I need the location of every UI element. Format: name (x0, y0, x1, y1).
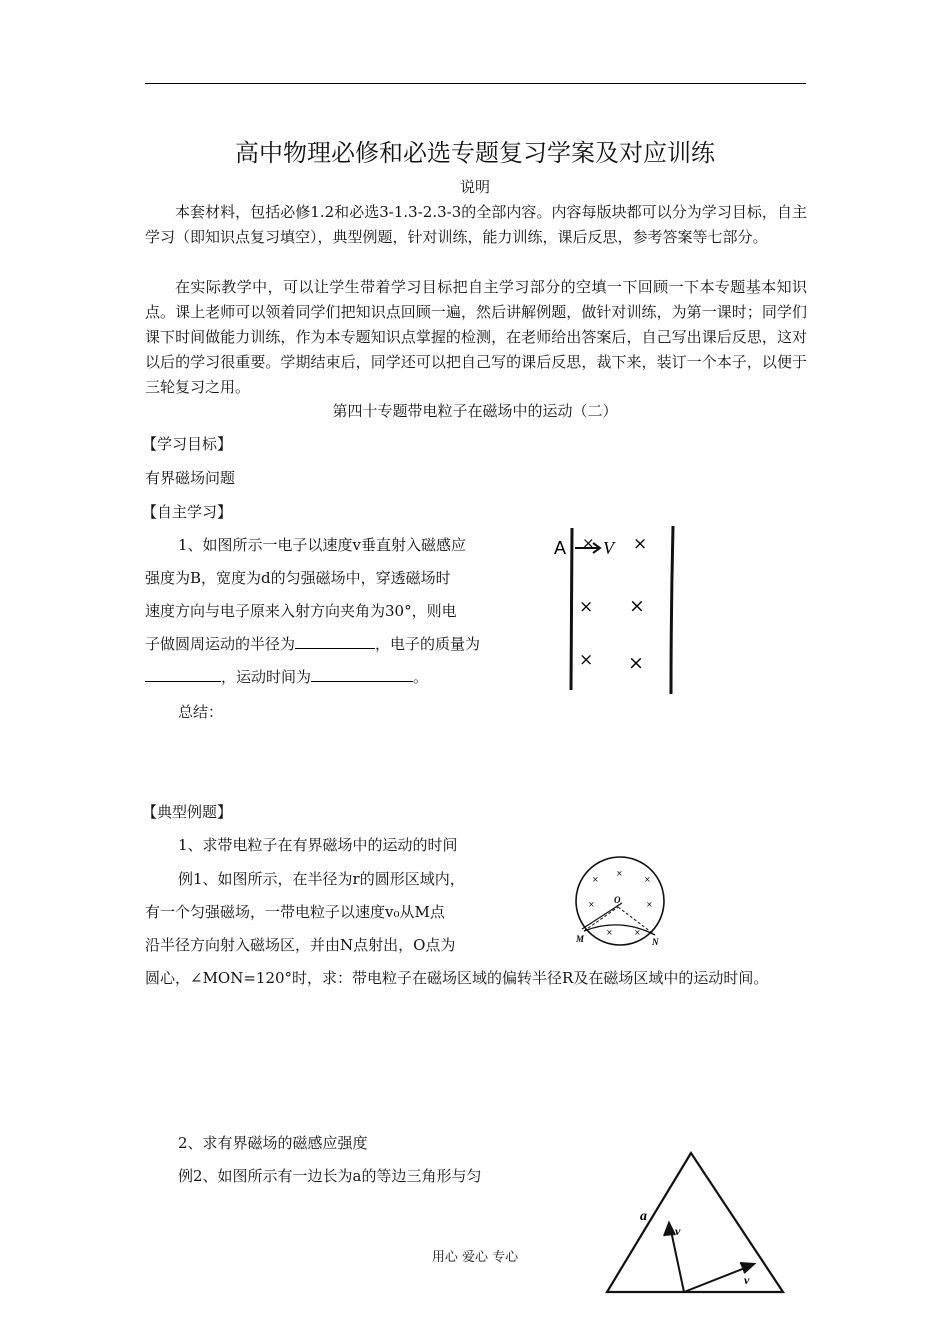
center-o-label: O (614, 895, 621, 905)
intro-paragraph-2: 在实际教学中，可以让学生带着学习目标把自主学习部分的空填一下回顾一下本专题基本知识点。课上老师可以领着同学们把知识点回顾一遍，然后讲解例题，做针对训练，为第一课时；同学们课下时间做能力训练，作为本专题知识点掌握的检测，在老师给出答案后，自己写出课后反思，这对以后的学习很重要。学期结束后，同学还可以把自己写的课后反思，裁下来，装订一个本子，以便于三轮复习之用。 (145, 278, 807, 396)
page-footer: 用心 爱心 专心 (431, 1250, 519, 1265)
page-title: 高中物理必修和必选专题复习学案及对应训练 (235, 139, 715, 167)
side-a-label: a (640, 1209, 647, 1224)
goal-text: 有界磁场问题 (145, 469, 236, 487)
intro-paragraph-1: 本套材料，包括必修1.2和必选3-1.3-2.3-3的全部内容。内容每版块都可以分为学习目标，自主学习（即知识点复习填空），典型例题，针对训练，能力训练，课后反思，参考答案等七部分。 (145, 203, 807, 246)
time-answer-blank[interactable] (311, 667, 413, 682)
equilateral-triangle (607, 1153, 783, 1292)
self-study-heading: 【自主学习】 (142, 503, 233, 521)
field-cross: × (616, 869, 623, 878)
radius-om (584, 907, 618, 931)
example1-line-2: 有一个匀强磁场，一带电粒子以速度v₀从M点 (145, 903, 445, 921)
field-cross: × (646, 900, 653, 909)
field-cross: × (606, 928, 613, 937)
example2-heading: 2、求有界磁场的磁感应强度 (178, 1134, 368, 1152)
examples-heading: 【典型例题】 (142, 803, 233, 821)
figure-magnetic-strip (545, 520, 685, 700)
field-cross: × (644, 875, 651, 884)
velocity-label-1: v (675, 1224, 681, 1238)
point-a-label: A (554, 538, 567, 558)
header-rule (145, 83, 806, 84)
q1-line-4-end: ，电子的质量为 (375, 635, 481, 653)
field-cross: × (588, 900, 595, 909)
field-cross: × (579, 650, 594, 670)
figure-circular-field (570, 855, 680, 955)
q1-line-1: 1、如图所示一电子以速度v垂直射入磁感应 (178, 536, 467, 554)
velocity-label: V (603, 538, 614, 558)
field-cross: × (582, 534, 595, 552)
radius-answer-blank[interactable] (295, 634, 375, 649)
q1-line-5-end: 。 (413, 668, 429, 686)
q1-line-3: 速度方向与电子原来入射方向夹角为30°，则电 (145, 602, 457, 620)
q1-line-4 (145, 628, 480, 661)
summary-label: 总结： (178, 703, 224, 721)
q1-line-5 (145, 661, 428, 694)
field-cross: × (634, 928, 641, 937)
velocity-vector-2 (684, 1266, 750, 1292)
field-cross: × (629, 595, 645, 617)
field-cross: × (579, 597, 594, 617)
mass-answer-blank[interactable] (145, 667, 221, 682)
q1-line-5-mid: ，运动时间为 (221, 668, 312, 686)
field-cross: × (592, 875, 599, 884)
example1-line-4: 圆心，∠MON=120°时，求：带电粒子在磁场区域的偏转半径R及在磁场区域中的运动时间。 (145, 969, 769, 987)
q1-line-4-start: 子做圆周运动的半径为 (145, 635, 296, 653)
example1-line-1: 例1、如图所示，在半径为r的圆形区域内， (178, 870, 465, 888)
q1-line-2: 强度为B，宽度为d的匀强磁场中，穿透磁场时 (145, 569, 451, 587)
arrow-head-1 (664, 1223, 675, 1236)
field-cross: × (628, 652, 644, 674)
strip-left-boundary (571, 528, 572, 690)
point-n-label: N (652, 937, 659, 947)
goal-heading: 【学习目标】 (142, 435, 233, 453)
point-m-label: M (576, 934, 585, 944)
field-cross: × (633, 534, 648, 554)
subtitle: 说明 (459, 178, 490, 196)
topic-title: 第四十专题带电粒子在磁场中的运动（二） (332, 402, 618, 420)
strip-right-boundary (671, 526, 673, 694)
example1-line-3: 沿半径方向射入磁场区，并由N点射出，O点为 (145, 936, 456, 954)
example2-line-1: 例2、如图所示有一边长为a的等边三角形与匀 (178, 1167, 482, 1185)
example1-heading: 1、求带电粒子在有界磁场中的运动的时间 (178, 836, 458, 854)
figure-triangle-field (600, 1150, 790, 1300)
velocity-label-2: v (744, 1273, 750, 1287)
